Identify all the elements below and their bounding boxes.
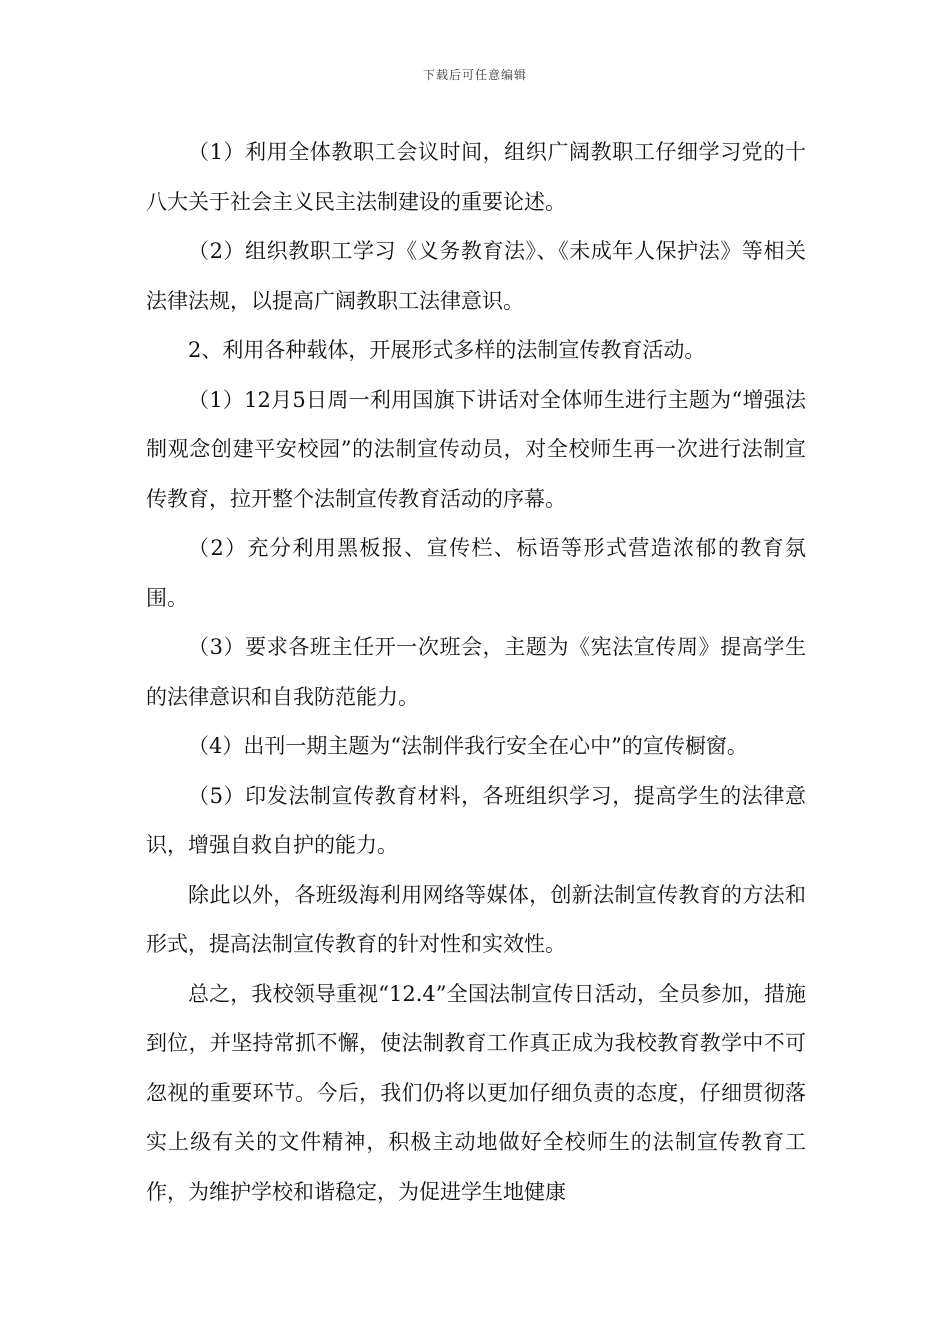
paragraph-staff-law-study: （2）组织教职工学习《义务教育法》、《未成年人保护法》等相关法律法规，以提高广阔教职工法律意识。 xyxy=(146,239,806,313)
paragraph-class-meeting: （3）要求各班主任开一次班会，主题为《宪法宣传周》提高学生的法律意识和自我防范能力。 xyxy=(146,635,806,709)
paragraph-showcase: （4）出刊一期主题为“法制伴我行安全在心中”的宣传橱窗。 xyxy=(188,734,748,758)
paragraph-section-2-heading: 2、利用各种载体，开展形式多样的法制宣传教育活动。 xyxy=(188,338,706,362)
paragraph-blackboard-atmosphere: （2）充分利用黑板报、宣传栏、标语等形式营造浓郁的教育氛围。 xyxy=(146,536,806,610)
paragraph-materials: （5）印发法制宣传教育材料，各班组织学习，提高学生的法律意识，增强自救自护的能力。 xyxy=(146,783,806,857)
paragraph-flag-speech: （1）12月5日周一利用国旗下讲话对全体师生进行主题为“增强法制观念创建平安校园”的法制宣传动员，对全校师生再一次进行法制宣传教育，拉开整个法制宣传教育活动的序幕。 xyxy=(146,387,806,511)
page-header: 下载后可任意编辑 xyxy=(422,68,527,82)
document-body xyxy=(146,128,806,1217)
paragraph-network-media: 除此以外，各班级海利用网络等媒体，创新法制宣传教育的方法和形式，提高法制宣传教育的针对性和实效性。 xyxy=(146,882,806,956)
paragraph-conclusion: 总之，我校领导重视“12.4”全国法制宣传日活动，全员参加，措施到位，并坚持常抓不懈，使法制教育工作真正成为我校教育教学中不可忽视的重要环节。今后，我们仍将以更加仔细负责的态度，仔细贯彻落实上级有关的文件精神，积极主动地做好全校师生的法制宣传教育工作，为维护学校和谐稳定，为促进学生地健康 xyxy=(146,981,806,1204)
paragraph-staff-meeting-study: （1）利用全体教职工会议时间，组织广阔教职工仔细学习党的十八大关于社会主义民主法制建设的重要论述。 xyxy=(146,140,806,214)
